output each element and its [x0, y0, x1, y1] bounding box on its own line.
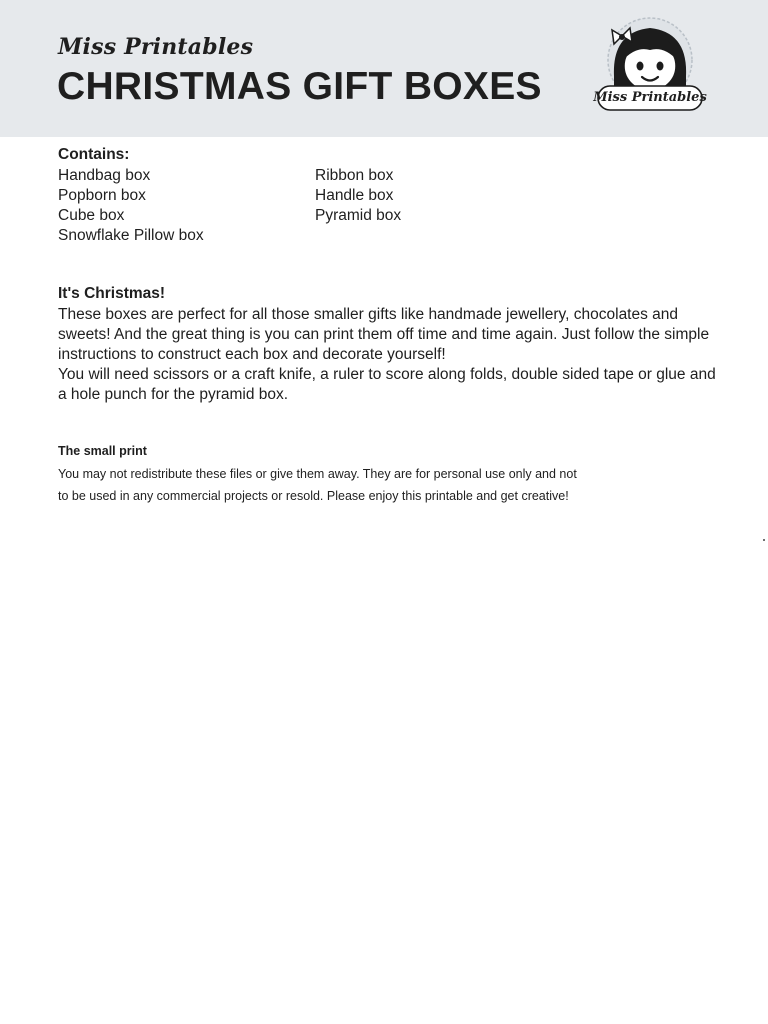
christmas-heading: It's Christmas! [58, 285, 166, 302]
brand-name: Miss Printables [58, 34, 254, 60]
small-print-line: to be used in any commercial projects or resold. Please enjoy this printable and get creative! [58, 489, 569, 503]
stray-mark [763, 539, 765, 541]
page-title: CHRISTMAS GIFT BOXES [57, 65, 542, 108]
contains-heading: Contains: [58, 146, 130, 163]
logo-caption: Miss Printables [593, 90, 707, 105]
small-print-heading: The small print [58, 444, 147, 458]
list-item: Pyramid box [315, 207, 402, 224]
small-print-line: You may not redistribute these files or give them away. They are for personal use only and not [58, 467, 577, 481]
list-item: Cube box [58, 207, 125, 224]
list-item: Snowflake Pillow box [58, 227, 204, 244]
miss-printables-logo [592, 14, 708, 122]
small-print-text [58, 463, 678, 507]
header-banner [0, 0, 768, 137]
intro-paragraph: You will need scissors or a craft knife, a ruler to score along folds, double sided tape or glue and a hole punch for the pyramid box. [58, 366, 716, 403]
box-list-left [58, 166, 204, 246]
intro-text [58, 305, 718, 405]
list-item: Popborn box [58, 187, 146, 204]
list-item: Ribbon box [315, 167, 394, 184]
list-item: Handbag box [58, 167, 151, 184]
list-item: Handle box [315, 187, 394, 204]
girl-face-icon [592, 14, 708, 122]
intro-paragraph: These boxes are perfect for all those smaller gifts like handmade jewellery, chocolates and sweets! And the great thing is you can print them off time and time again. Just follow the simple instructions to construct each box and decorate yourself! [58, 306, 710, 363]
box-list-right [315, 166, 401, 226]
